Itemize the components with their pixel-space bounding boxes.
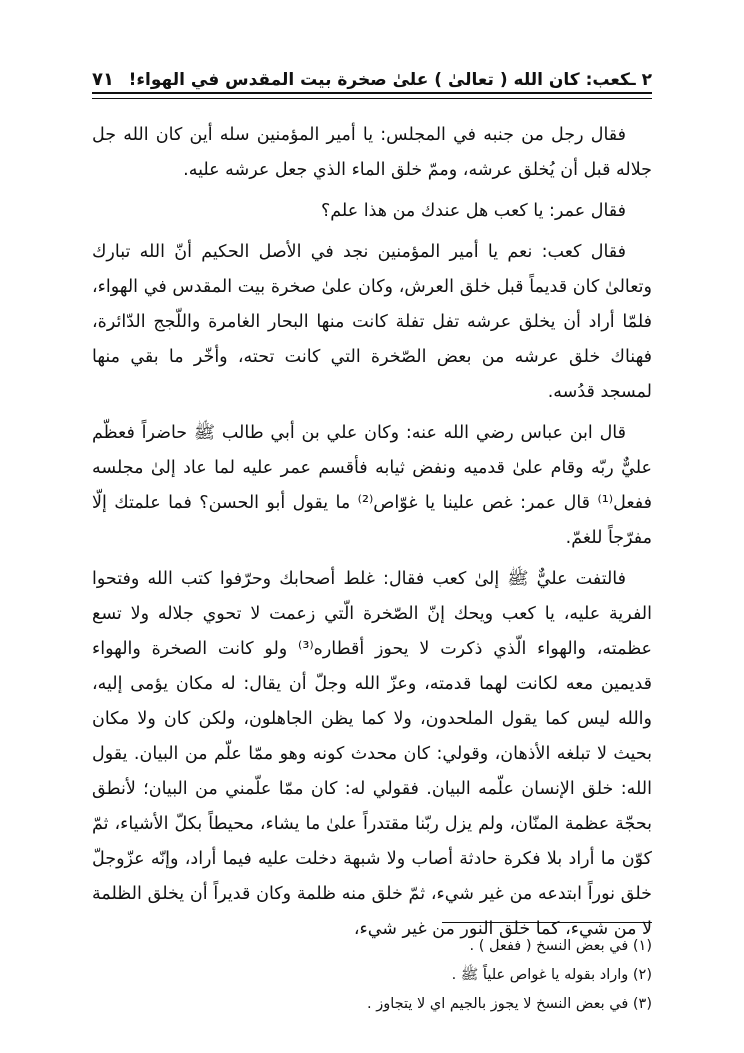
footnotes bbox=[92, 932, 652, 1019]
paragraph: فالتفت عليٌّ ﷺ إلىٰ كعب فقال: غلط أصحابك وحرّفوا كتب الله وفتحوا الفرية عليه، يا كعب ويحك إنّ الصّخرة الّتي زعمت لا تحوي جلاله ولا تسع عظمته، والهواء الّذي ذكرت لا يحوز أقطاره⁽³⁾ ولو كانت الصخرة والهواء قديمين معه لكانت لهما قدمته، وعزّ الله وجلّ أن يقال: له مكان يؤمى إليه، والله ليس كما يقول الملحدون، ولا كما يظن الجاهلون، ولكن كان ولا مكان بحيث لا تبلغه الأذهان، وقولي: كان محدث كونه وهو ممّا علّم من البيان. يقول الله: خلق الإنسان علّمه البيان. فقولي له: كان ممّا علّمني من البيان؛ لأنطق بحجّة عظمة المنّان، ولم يزل ربّنا مقتدراً علىٰ ما يشاء، محيطاً بكلّ الأشياء، ثمّ كوّن ما أراد بلا فكرة حادثة أصاب ولا شبهة دخلت عليه فيما أراد، وإنّه عزّوجلّ خلق نوراً ابتدعه من غير شيء، ثمّ خلق منه ظلمة وكان قديراً أن يخلق الظلمة لا من شيء، كما خلق النور من غير شيء، bbox=[92, 569, 652, 939]
footnote: (٢) واراد بقوله يا غواص علياً ﷺ . bbox=[451, 967, 652, 983]
running-title: ٢ ـكعب: كان الله ( تعالىٰ ) علىٰ صخرة بيت المقدس في الهواء! bbox=[128, 70, 652, 90]
footnote: (٣) في بعض النسخ لا يجوز بالجيم اي لا يتجاوز . bbox=[366, 996, 652, 1012]
paragraph: فقال كعب: نعم يا أمير المؤمنين نجد في الأصل الحكيم أنّ الله تبارك وتعالىٰ كان قديماً قبل خلق العرش، وكان علىٰ صخرة بيت المقدس في الهواء، فلمّا أراد أن يخلق عرشه تفل تفلة كانت منها البحار الغامرة واللّجج الدّائرة، فهناك خلق عرشه من بعض الصّخرة التي كانت تحته، وأخّر ما بقي منها لمسجد قدُسه. bbox=[92, 242, 652, 402]
running-header bbox=[92, 60, 652, 90]
paragraph: فقال عمر: يا كعب هل عندك من هذا علم؟ bbox=[321, 201, 626, 221]
paragraph: فقال رجل من جنبه في المجلس: يا أمير المؤمنين سله أين كان الله جل جلاله قبل أن يُخلق عرشه، وممّ خلق الماء الذي جعل عرشه عليه. bbox=[92, 125, 652, 180]
footnote: (١) في بعض النسخ ( ففعل ) . bbox=[469, 938, 652, 954]
page-number: ٧١ bbox=[92, 69, 114, 90]
header-rule bbox=[92, 92, 652, 99]
paragraph: قال ابن عباس رضي الله عنه: وكان علي بن أبي طالب ﷺ حاضراً فعظّم عليٌّ ربّه وقام علىٰ قدميه ونفض ثيابه فأقسم عمر عليه لما عاد إلىٰ مجلسه ففعل⁽¹⁾ قال عمر: غص علينا يا غوّاص⁽²⁾ ما يقول أبو الحسن؟ فما علمتك إلّا مفرّجاً للغمّ. bbox=[92, 423, 652, 548]
main-text bbox=[92, 118, 652, 953]
footnote-rule bbox=[442, 922, 652, 923]
